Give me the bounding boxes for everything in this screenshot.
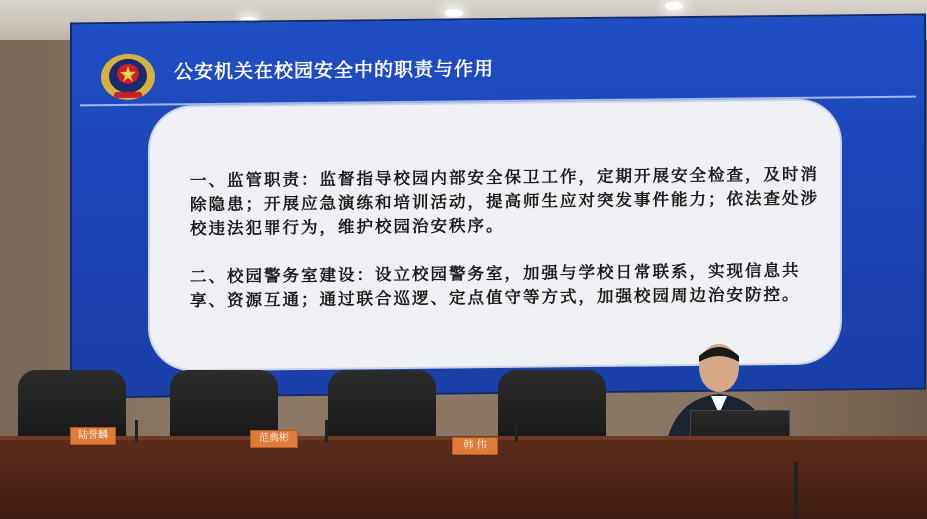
slide-title: 公安机关在校园安全中的职责与作用: [174, 58, 495, 84]
slide-text-box: [150, 100, 840, 369]
nameplate: 范典彬: [250, 430, 298, 448]
desk-lamp: [794, 462, 798, 519]
police-emblem-icon: [100, 52, 156, 103]
microphone: [325, 420, 328, 442]
paragraph-supervision: 一、监管职责：监督指导校园内部安全保卫工作，定期开展安全检查，及时消除隐患；开展应急演练和培训活动，提高师生应对突发事件能力；依法查处涉校违法犯罪行为，维护校园治安秩序。: [190, 164, 819, 239]
microphone: [515, 420, 518, 442]
projection-screen: [70, 14, 926, 399]
microphone: [135, 420, 138, 442]
nameplate: 陆誉麟: [70, 427, 116, 445]
ceiling-light: [665, 2, 683, 10]
paragraph-police-office: 二、校园警务室建设：设立校园警务室，加强与学校日常联系，实现信息共享、资源互通；通过联合巡逻、定点值守等方式，加强校园周边治安防控。: [190, 260, 801, 311]
ceiling-light: [445, 9, 463, 17]
nameplate: 韩 伟: [452, 437, 498, 455]
